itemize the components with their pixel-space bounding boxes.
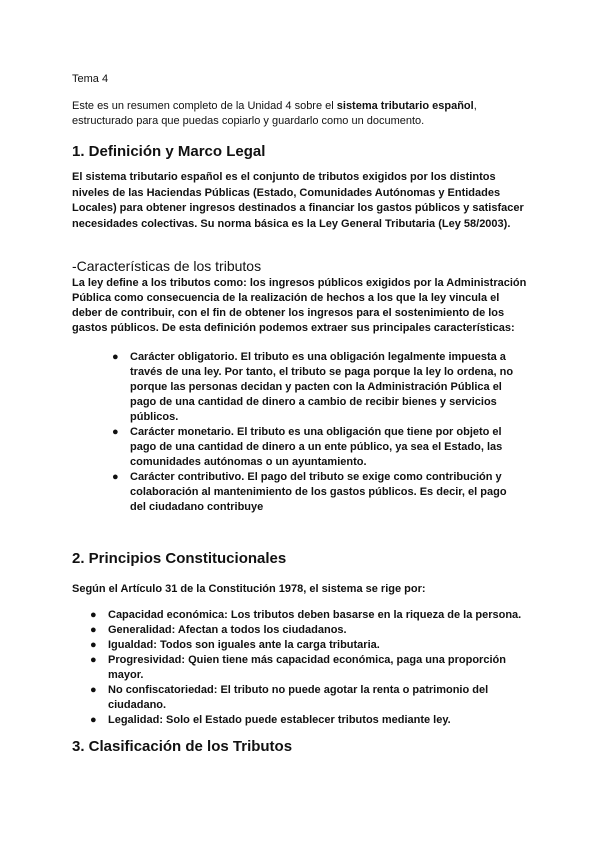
list-item: [112, 350, 516, 425]
bullet-icon: ●: [90, 624, 97, 636]
section-3-heading: 3. Clasificación de los Tributos: [72, 738, 293, 755]
characteristics-heading: -Características de los tributos: [72, 258, 262, 274]
list-item: [90, 608, 522, 623]
bullet-icon: ●: [90, 639, 97, 651]
intro-text-start: Este es un resumen completo de la Unidad 4 sobre el: [72, 100, 337, 112]
section-2-heading: 2. Principios Constitucionales: [72, 550, 287, 567]
topic-label: Tema 4: [72, 73, 109, 85]
characteristics-paragraph: La ley define a los tributos como: los ingresos públicos exigidos por la Administración Pública como consecuencia de la realización de hechos a los que la ley vincula el deber de contribuir, con el fin de obtener los ingresos para el sostenimiento de los gastos públicos. De esta definición podemos extraer sus principales características:: [72, 277, 527, 334]
list-item-text: Progresividad: Quien tiene más capacidad económica, paga una proporción mayor.: [108, 654, 506, 681]
section-1-heading: 1. Definición y Marco Legal: [72, 143, 266, 160]
bullet-icon: ●: [90, 714, 97, 726]
section-1-paragraph: El sistema tributario español es el conjunto de tributos exigidos por los distintos niveles de las Haciendas Públicas (Estado, Comunidades Autónomas y Entidades Locales) para obtener ingresos destinados a financiar los gastos públicos y satisfacer necesidades colectivas. Su norma básica es la Ley General Tributaria (Ley 58/2003).: [72, 171, 524, 230]
intro-bold-text: sistema tributario español: [336, 100, 474, 112]
bullet-icon: ●: [90, 609, 97, 621]
list-item-text: Carácter obligatorio. El tributo es una obligación legalmente impuesta a través de una ley. Por tanto, el tributo se paga porque la ley lo ordena, no porque las personas decidan y pacten con la Administración Pública el pago de una cantidad de dinero a cambio de recibir bienes y servicios públicos.: [130, 351, 514, 423]
list-item-text: Carácter contributivo. El pago del tributo se exige como contribución y colaboración al mantenimiento de los gastos públicos. Es decir, el pago del ciudadano contribuye: [130, 471, 507, 513]
bullet-icon: ●: [112, 426, 119, 438]
list-item: [90, 638, 522, 653]
bullet-icon: ●: [112, 351, 119, 363]
list-item-text: Carácter monetario. El tributo es una obligación que tiene por objeto el pago de una cantidad de dinero a un ente público, ya sea el Estado, las comunidades autónomas o un ayuntamiento.: [130, 426, 503, 468]
list-item: [90, 653, 522, 683]
list-item-text: Legalidad: Solo el Estado puede establecer tributos mediante ley.: [108, 714, 451, 726]
list-item-text: Generalidad: Afectan a todos los ciudadanos.: [108, 624, 347, 636]
characteristics-list: [112, 350, 516, 515]
list-item: [112, 470, 516, 515]
list-item-text: Capacidad económica: Los tributos deben basarse en la riqueza de la persona.: [108, 609, 522, 621]
bullet-icon: ●: [112, 471, 119, 483]
bullet-icon: ●: [90, 684, 97, 696]
section-2-intro: Según el Artículo 31 de la Constitución 1978, el sistema se rige por:: [72, 583, 426, 595]
list-item: [112, 425, 516, 470]
list-item: [90, 623, 522, 638]
bullet-icon: ●: [90, 654, 97, 666]
list-item: [90, 713, 522, 728]
intro-paragraph: [72, 99, 532, 129]
list-item: [90, 683, 522, 713]
intro-text-end: , estructurado para que puedas copiarlo y guardarlo como un documento.: [72, 100, 477, 127]
principles-list: [90, 608, 522, 728]
list-item-text: Igualdad: Todos son iguales ante la carga tributaria.: [108, 639, 380, 651]
list-item-text: No confiscatoriedad: El tributo no puede agotar la renta o patrimonio del ciudadano.: [108, 684, 489, 711]
